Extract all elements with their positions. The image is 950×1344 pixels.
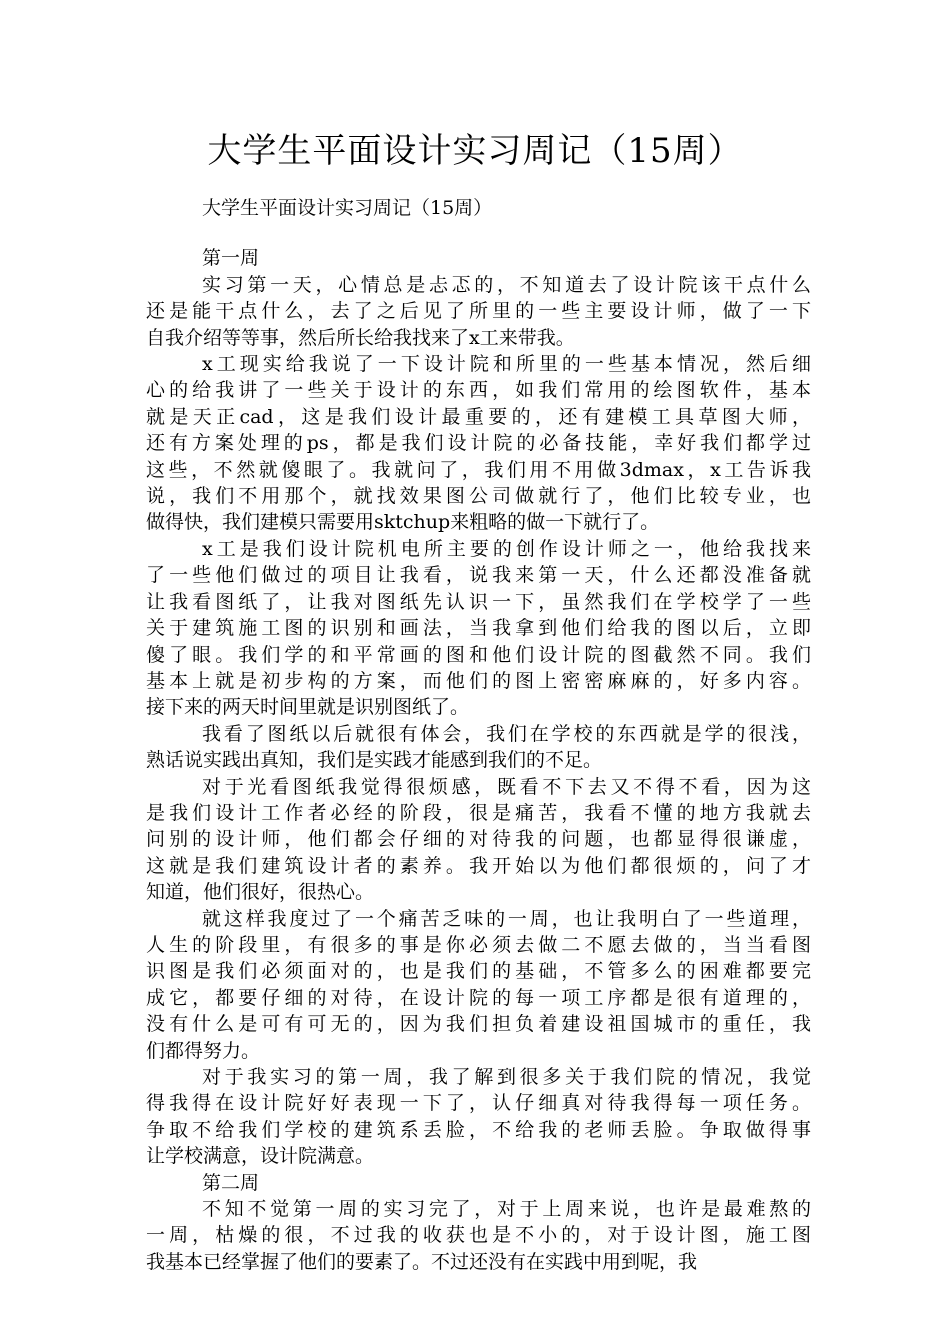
paragraph-line: 对于我实习的第一周，我了解到很多关于我们院的情况，我觉 (202, 1066, 811, 1088)
paragraph (146, 721, 811, 774)
paragraph-line: 不知不觉第一周的实习完了，对于上周来说，也许是最难熬的 (202, 1198, 811, 1221)
paragraph (146, 906, 811, 1064)
paragraph-line: 知道，他们很好，很热心。 (146, 881, 375, 904)
paragraph-line: 我基本已经掌握了他们的要素了。不过还没有在实践中用到呢，我 (146, 1250, 698, 1273)
paragraph-line: 做得快，我们建模只需要用sktchup来粗略的做一下就行了。 (146, 511, 660, 534)
paragraph-line: 接下来的两天时间里就是识别图纸了。 (146, 696, 470, 719)
paragraph-line: 成它，都要仔细的对待，在设计院的每一项工序都是很有道理的， (146, 986, 811, 1009)
paragraph-line: 让学校满意，设计院满意。 (146, 1145, 375, 1168)
paragraph-line: x工现实给我说了一下设计院和所里的一些基本情况，然后细 (202, 353, 811, 376)
paragraph-line: 熟话说实践出真知，我们是实践才能感到我们的不足。 (146, 749, 603, 772)
paragraph-line: 基本上就是初步构的方案，而他们的图上密密麻麻的，好多内容。 (146, 669, 811, 692)
paragraph-line: x工是我们设计院机电所主要的创作设计师之一，他给我找来 (202, 537, 811, 560)
section-heading: 第一周 (202, 247, 260, 270)
paragraph (146, 272, 811, 351)
paragraph-line: 还有方案处理的ps，都是我们设计院的必备技能，幸好我们都学过 (146, 432, 811, 455)
paragraph-line: 就是天正cad，这是我们设计最重要的，还有建模工具草图大师， (146, 405, 811, 428)
paragraph-line: 没有什么是可有可无的，因为我们担负着建设祖国城市的重任，我 (146, 1013, 811, 1036)
paragraph-line: 自我介绍等等事，然后所长给我找来了x工来带我。 (146, 326, 575, 349)
paragraph-line: 对于光看图纸我觉得很烦感，既看不下去又不得不看，因为这 (202, 775, 811, 798)
paragraph (146, 536, 811, 721)
paragraph-line: 还是能干点什么，去了之后见了所里的一些主要设计师，做了一下 (146, 300, 811, 323)
paragraph-line: 就这样我度过了一个痛苦乏味的一周，也让我明白了一些道理， (202, 907, 811, 930)
document-title: 大学生平面设计实习周记（15周） (207, 131, 743, 171)
paragraph-line: 争取不给我们学校的建筑系丢脸，不给我的老师丢脸。争取做得事 (146, 1118, 811, 1141)
section-heading: 第二周 (202, 1171, 260, 1194)
document-body (146, 195, 811, 1275)
paragraph-line: 问别的设计师，他们都会仔细的对待我的问题，也都显得很谦虚， (146, 828, 811, 851)
paragraph-line: 是我们设计工作者必经的阶段，很是痛苦，我看不懂的地方我就去 (146, 801, 811, 824)
paragraph (146, 1196, 811, 1275)
paragraph-line: 说，我们不用那个，就找效果图公司做就行了，他们比较专业，也 (146, 485, 811, 508)
paragraph-line: 了一些他们做过的项目让我看，说我来第一天，什么还都没准备就 (146, 564, 811, 587)
paragraph-line: 心的给我讲了一些关于设计的东西，如我们常用的绘图软件，基本 (146, 379, 811, 402)
paragraph (146, 1064, 811, 1170)
paragraph-line: 我看了图纸以后就很有体会，我们在学校的东西就是学的很浅， (202, 722, 811, 745)
paragraph-line: 这些，不然就傻眼了。我就问了，我们用不用做3dmax，x工告诉我 (146, 458, 811, 481)
paragraph-line: 让我看图纸了，让我对图纸先认识一下，虽然我们在学校学了一些 (146, 590, 811, 613)
paragraph-line: 人生的阶段里，有很多的事是你必须去做二不愿去做的，当当看图 (146, 933, 811, 956)
paragraph (146, 774, 811, 906)
paragraph-line: 一周，枯燥的很，不过我的收获也是不小的，对于设计图，施工图 (146, 1224, 811, 1247)
paragraph-line: 得我得在设计院好好表现一下了，认仔细真对待我得每一项任务。 (146, 1092, 811, 1115)
paragraph-line: 关于建筑施工图的识别和画法，当我拿到他们给我的图以后，立即 (146, 617, 811, 640)
document-subtitle: 大学生平面设计实习周记（15周） (202, 197, 493, 219)
paragraph (146, 351, 811, 536)
paragraph-line: 这就是我们建筑设计者的素养。我开始以为他们都很烦的，问了才 (146, 854, 811, 877)
paragraph-line: 实习第一天，心情总是忐忑的，不知道去了设计院该干点什么 (202, 273, 811, 296)
paragraph-line: 们都得努力。 (146, 1039, 261, 1062)
paragraph-line: 识图是我们必须面对的，也是我们的基础，不管多么的困难都要完 (146, 960, 811, 983)
paragraph-line: 傻了眼。我们学的和平常画的图和他们设计院的图截然不同。我们 (146, 643, 811, 666)
